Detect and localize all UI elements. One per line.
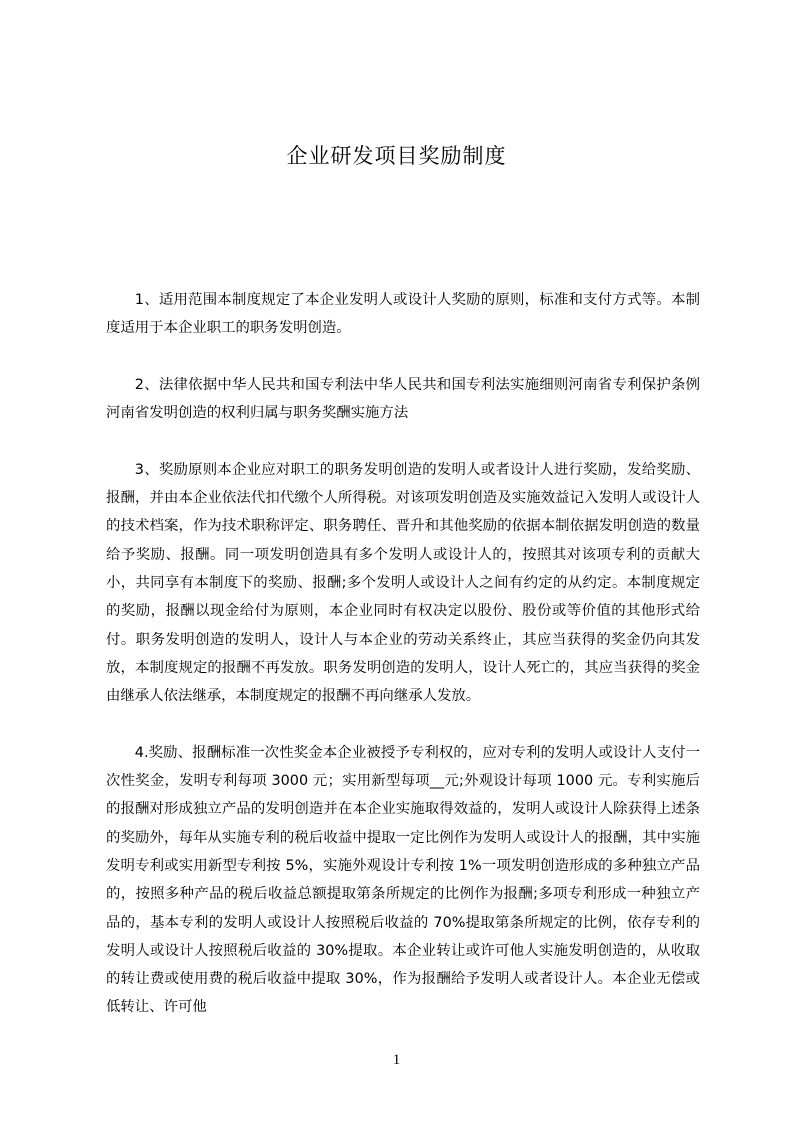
paragraph-award-principles: 3、奖励原则本企业应对职工的职务发明创造的发明人或者设计人进行奖励，发给奖励、报酬，并由本企业依法代扣代缴个人所得税。对该项发明创造及实施效益记入发明人或设计人的技术档案，作为技术职称评定、职务聘任、晋升和其他奖励的依据本制依据发明创造的数量给予奖励、报酬。同一项发明创造具有多个发明人或设计人的，按照其对该项专利的贡献大小，共同享有本制度下的奖励、报酬;多个发明人或设计人之间有约定的从约定。本制度规定的奖励，报酬以现金给付为原则，本企业同时有权决定以股份、股份或等价值的其他形式给付。职务发明创造的发明人，设计人与本企业的劳动关系终止，其应当获得的奖金仍向其发放，本制度规定的报酬不再发放。职务发明创造的发明人，设计人死亡的，其应当获得的奖金由继承人依法继承，本制度规定的报酬不再向继承人发放。 [106,461,700,705]
page-number: 1 [392,1052,401,1068]
paragraph-legal-basis: 2、法律依据中华人民共和国专利法中华人民共和国专利法实施细则河南省专利保护条例河南省发明创造的权利归属与职务奖酬实施方法 [106,376,700,422]
document-body [106,286,700,1022]
paragraph-scope: 1、适用范围本制度规定了本企业发明人或设计人奖励的原则，标准和支付方式等。本制度适用于本企业职工的职务发明创造。 [106,292,700,337]
paragraph-award-standards: 4.奖励、报酬标准一次性奖金本企业被授予专利权的，应对专利的发明人或设计人支付一次性奖金，发明专利每项 3000 元；实用新型每项__元;外观设计每项 1000 元。专利实施后的报酬对形成独立产品的发明创造并在本企业实施取得效益的，发明人或设计人除获得上述条的奖励外，每年从实施专利的税后收益中提取一定比例作为发明人或设计人的报酬，其中实施发明专利或实用新型专利按 5%，实施外观设计专利按 1%一项发明创造形成的多种独立产品的，按照多种产品的税后收益总额提取第条所规定的比例作为报酬;多项专利形成一种独立产品的，基本专利的发明人或设计人按照税后收益的 70%提取第条所规定的比例，依存专利的发明人或设计人按照税后收益的 30%提取。本企业转让或许可他人实施发明创造的，从收取的转让费或使用费的税后收益中提取 30%，作为报酬给予发明人或者设计人。本企业无偿或低转让、许可他 [106,744,700,1016]
document-title: 企业研发项目奖励制度 [286,144,507,168]
